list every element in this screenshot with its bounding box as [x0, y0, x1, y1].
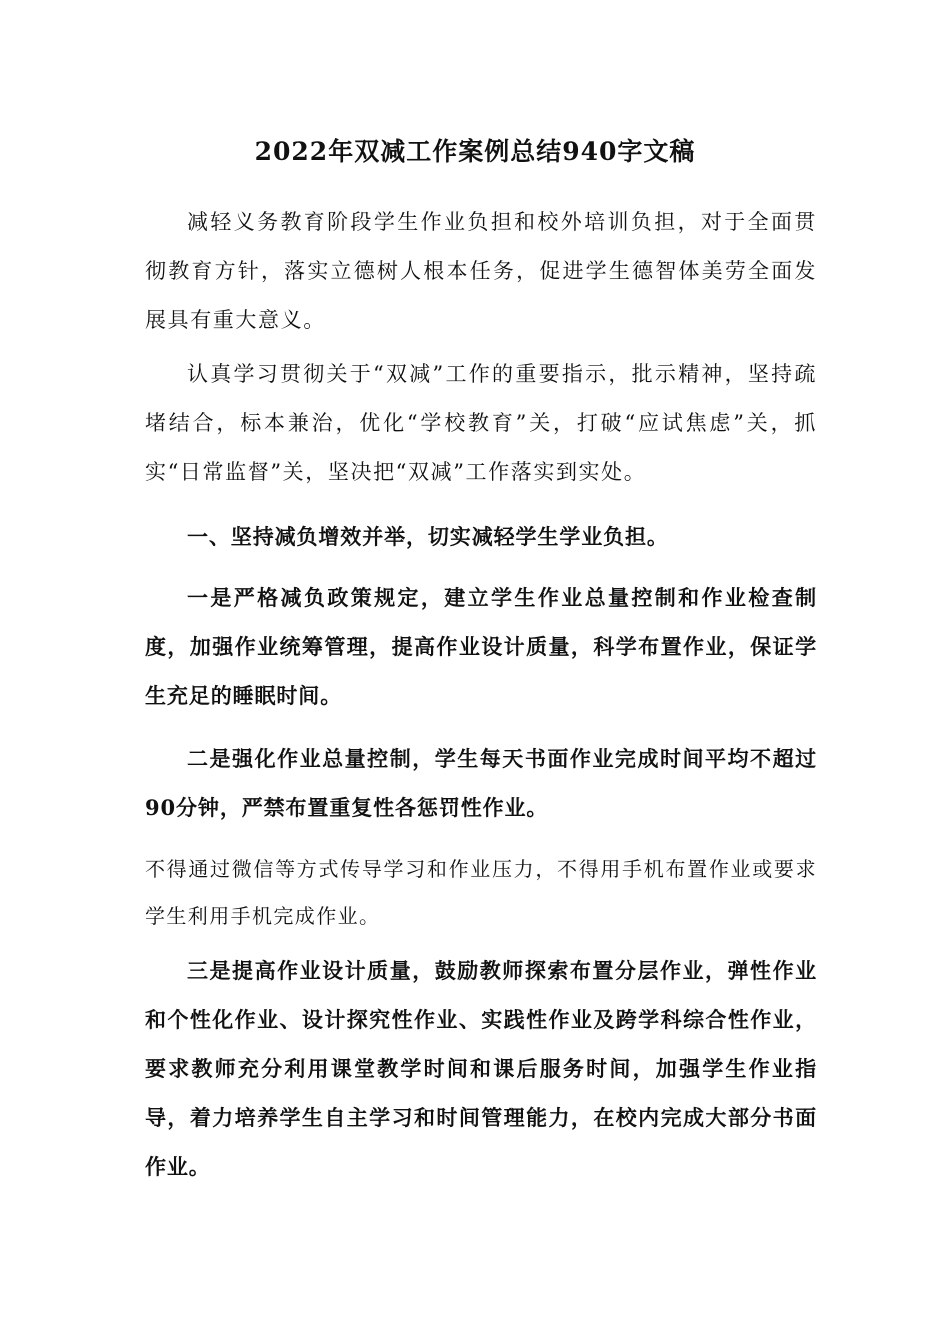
- document-title: 2022年双减工作案例总结940字文稿: [254, 137, 696, 166]
- paragraph-point-1: 一是严格减负政策规定，建立学生作业总量控制和作业检查制度，加强作业统筹管理，提高作业设计质量，科学布置作业，保证学生充足的睡眠时间。: [145, 585, 817, 708]
- paragraph-point-2: 二是强化作业总量控制，学生每天书面作业完成时间平均不超过90分钟，严禁布置重复性各惩罚性作业。: [145, 746, 817, 820]
- paragraph-intro: 减轻义务教育阶段学生作业负担和校外培训负担，对于全面贯彻教育方针，落实立德树人根本任务，促进学生德智体美劳全面发展具有重大意义。: [145, 210, 817, 332]
- paragraph-phone-rule: 不得通过微信等方式传导学习和作业压力，不得用手机布置作业或要求学生利用手机完成作业。: [145, 857, 817, 928]
- paragraph-point-3: 三是提高作业设计质量，鼓励教师探索布置分层作业，弹性作业和个性化作业、设计探究性作业、实践性作业及跨学科综合性作业，要求教师充分利用课堂教学时间和课后服务时间，加强学生作业指导，着力培养学生自主学习和时间管理能力，在校内完成大部分书面作业。: [145, 958, 817, 1179]
- paragraph-study: 认真学习贯彻关于“双减”工作的重要指示，批示精神，坚持疏堵结合，标本兼治，优化“学校教育”关，打破“应试焦虑”关，抓实“日常监督”关，坚决把“双减”工作落实到实处。: [145, 362, 817, 484]
- section-heading-1: 一、坚持减负增效并举，切实减轻学生学业负担。: [187, 524, 669, 549]
